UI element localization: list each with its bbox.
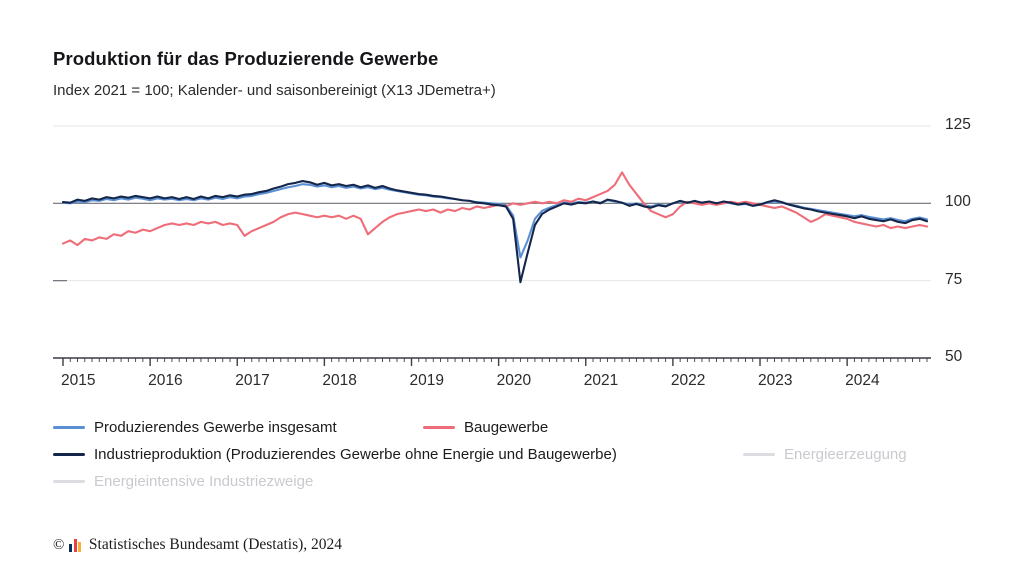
legend-item-energieerzeugung[interactable] (743, 441, 907, 468)
y-axis-labels (938, 118, 1008, 368)
x-tick-label: 2016 (148, 372, 183, 389)
legend-row-3 (53, 468, 953, 495)
legend-swatch-icon (53, 480, 85, 483)
x-tick-label: 2020 (496, 372, 532, 389)
chart-legend (53, 414, 953, 495)
legend-item-baugewerbe[interactable] (423, 414, 548, 441)
footer-text: Statistisches Bundesamt (Destatis), 2024 (88, 536, 343, 553)
y-tick-label: 100 (945, 193, 971, 211)
legend-label: Energieerzeugung (784, 446, 907, 463)
legend-label: Produzierendes Gewerbe insgesamt (94, 419, 337, 436)
line-chart (53, 118, 931, 368)
x-tick-label: 2023 (758, 372, 793, 389)
legend-swatch-icon (53, 453, 85, 456)
page-title: Produktion für das Produzierende Gewerbe (53, 48, 439, 69)
page-subtitle: Index 2021 = 100; Kalender- und saisonbereinigt (X13 JDemetra+) (53, 82, 496, 99)
y-tick-label: 125 (945, 116, 971, 133)
destatis-logo-icon (69, 538, 83, 552)
x-tick-label: 2018 (322, 372, 357, 389)
x-tick-label: 2015 (61, 372, 96, 389)
y-tick-label: 50 (945, 348, 963, 365)
legend-label: Baugewerbe (464, 419, 549, 436)
footer (53, 536, 342, 554)
x-tick-label: 2019 (409, 372, 444, 389)
legend-swatch-icon (53, 426, 85, 429)
legend-item-industrieproduktion[interactable] (53, 441, 617, 468)
legend-swatch-icon (743, 453, 775, 456)
y-tick-label: 75 (945, 270, 963, 288)
legend-row-1 (53, 414, 953, 441)
copyright-icon: © (53, 536, 65, 553)
x-axis-labels (53, 372, 943, 398)
x-tick-label: 2021 (583, 372, 619, 389)
legend-label: Energieintensive Industriezweige (94, 473, 314, 490)
legend-label: Industrieproduktion (Produzierendes Gewerbe ohne Energie und Baugewerbe) (94, 446, 617, 463)
x-tick-label: 2017 (235, 372, 270, 389)
legend-swatch-icon (423, 426, 455, 429)
x-tick-label: 2024 (845, 372, 880, 389)
chart-plot-area (53, 118, 931, 368)
x-tick-label: 2022 (670, 372, 706, 389)
legend-row-2 (53, 441, 953, 468)
legend-item-energieintensive[interactable] (53, 468, 313, 495)
legend-item-produzierendes-gewerbe[interactable] (53, 414, 337, 441)
